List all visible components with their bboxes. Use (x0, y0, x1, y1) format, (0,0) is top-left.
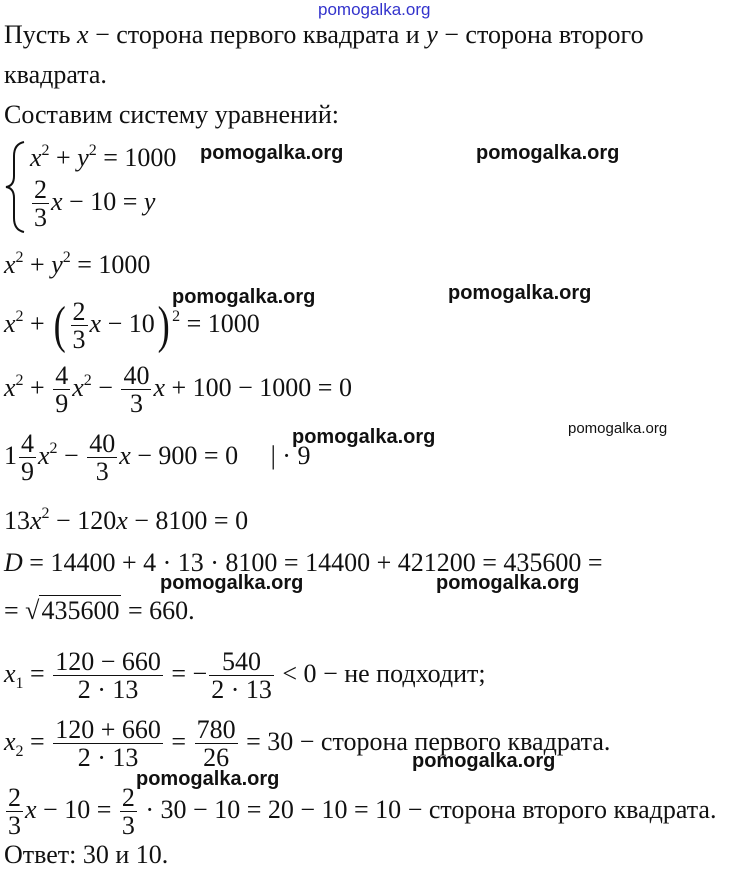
equation-step-4: 1 $\frac{4}{9}$ $x^2$ − $\frac{40}{3}$ x − 900 = 0 | · 9 (4, 429, 311, 487)
system-brace-icon (2, 140, 28, 234)
var-x: x (77, 20, 89, 49)
watermark: pomogalka.org (200, 142, 344, 164)
watermark: pomogalka.org (476, 142, 620, 164)
root-x2-line: $x_2$ = $\frac{120 + 660}{2 \cdot 13}$ = $\frac{780}{26}$ = 30 − сторона первого квадрата. (4, 715, 611, 773)
equation-step-3: $x^2$ + $\frac{4}{9}$ $x^2$ − $\frac{40}{3}$ x + 100 − 1000 = 0 (4, 361, 352, 419)
intro-text: − сторона первого квадрата и (95, 20, 420, 49)
watermark: pomogalka.org (412, 750, 556, 772)
watermark: pomogalka.org (448, 282, 592, 304)
watermark: pomogalka.org (568, 420, 668, 437)
intro-text: − сторона второго (444, 20, 644, 49)
equation-step-1: $x^2 + y^2 = 1000$ (4, 249, 151, 279)
root-x1-line: $x_1$ = $\frac{120 - 660}{2 \cdot 13}$ = − $\frac{540}{2 \cdot 13}$ < 0 − не подходит; (4, 647, 486, 705)
second-side-text: − сторона второго квадрата. (407, 794, 717, 824)
var-y: y (426, 20, 438, 49)
multiply-note: | · 9 (270, 440, 311, 470)
intro-line-2: квадрата. (4, 60, 107, 89)
first-side-text: − сторона первого квадрата. (299, 726, 611, 756)
equation-system-2: $\frac{2}{3}$ x − 10 = y (34, 175, 156, 233)
intro-line-1 (4, 20, 644, 50)
intro-text: Пусть (4, 20, 71, 49)
watermark: pomogalka.org (160, 572, 304, 594)
system-heading: Составим систему уравнений: (4, 100, 339, 129)
equation-step-5: $13x^2 - 120x - 8100 = 0$ (4, 505, 249, 535)
answer-line: Ответ: 30 и 10. (4, 840, 169, 869)
not-fit-text: − не подходит; (323, 658, 486, 688)
discriminant-line-2: = √435600 = 660. (4, 596, 195, 625)
equation-system-1: $x^2 + y^2 = 1000$ (30, 142, 177, 172)
discriminant-line-1: D = 14400 + 4 · 13 · 8100 = 14400 + 421200 = 435600 = (4, 548, 603, 577)
watermark-top: pomogalka.org (318, 0, 431, 19)
second-side-line: $\frac{2}{3}$ x − 10 = $\frac{2}{3}$ · 30 − 10 = 20 − 10 = 10 − сторона второго квадрата. (8, 783, 717, 841)
watermark: pomogalka.org (292, 426, 436, 448)
watermark: pomogalka.org (136, 768, 280, 790)
watermark: pomogalka.org (436, 572, 580, 594)
watermark: pomogalka.org (172, 286, 316, 308)
equation-step-2: $x^2$ + ( $\frac{2}{3}$ x − 10) $^2$ = 1000 (4, 296, 260, 355)
